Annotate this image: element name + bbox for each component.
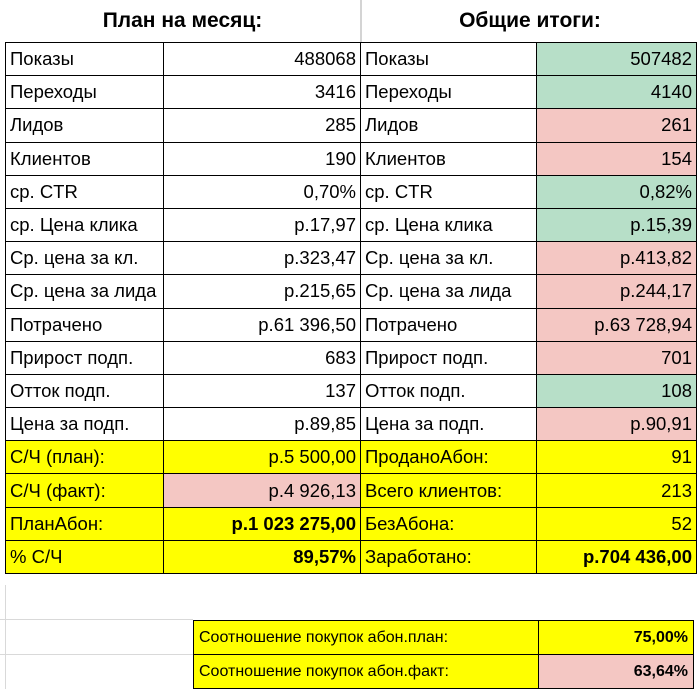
table-row [6, 76, 697, 109]
total-value-cell[interactable]: 507482 [537, 43, 697, 76]
summary-plan-label-cell[interactable]: % С/Ч [6, 540, 164, 573]
table-row [6, 142, 697, 175]
ratio-label-cell[interactable]: Соотношение покупок абон.план: [194, 621, 539, 655]
summary-plan-value-cell[interactable]: 89,57% [164, 540, 361, 573]
table-row [6, 242, 697, 275]
plan-value-cell[interactable]: 190 [164, 142, 361, 175]
total-label-cell[interactable]: ср. CTR [361, 175, 537, 208]
table-row [6, 175, 697, 208]
total-value-cell[interactable]: 261 [537, 109, 697, 142]
total-value-cell[interactable]: 0,82% [537, 175, 697, 208]
total-value-cell[interactable]: р.63 728,94 [537, 308, 697, 341]
ratio-value-cell[interactable]: 75,00% [539, 621, 694, 655]
total-value-cell[interactable]: р.15,39 [537, 208, 697, 241]
summary-total-value-cell[interactable]: 91 [537, 441, 697, 474]
summary-total-label-cell[interactable]: ПроданоАбон: [361, 441, 537, 474]
table-row [6, 408, 697, 441]
table-row [6, 43, 697, 76]
plan-value-cell[interactable]: р.215,65 [164, 275, 361, 308]
plan-value-cell[interactable]: 3416 [164, 76, 361, 109]
total-value-cell[interactable]: р.413,82 [537, 242, 697, 275]
plan-label-cell[interactable]: Показы [6, 43, 164, 76]
summary-row [6, 441, 697, 474]
plan-label-cell[interactable]: Ср. цена за кл. [6, 242, 164, 275]
plan-label-cell[interactable]: Отток подп. [6, 374, 164, 407]
plan-value-cell[interactable]: 488068 [164, 43, 361, 76]
total-value-cell[interactable]: 4140 [537, 76, 697, 109]
plan-label-cell[interactable]: Переходы [6, 76, 164, 109]
plan-value-cell[interactable]: 285 [164, 109, 361, 142]
summary-row [6, 474, 697, 507]
table-row [6, 308, 697, 341]
summary-total-value-cell[interactable]: 213 [537, 474, 697, 507]
table-row [6, 374, 697, 407]
plan-label-cell[interactable]: Прирост подп. [6, 341, 164, 374]
plan-value-cell[interactable]: р.61 396,50 [164, 308, 361, 341]
plan-label-cell[interactable]: ср. Цена клика [6, 208, 164, 241]
ratio-table [193, 620, 694, 689]
summary-plan-label-cell[interactable]: С/Ч (факт): [6, 474, 164, 507]
total-label-cell[interactable]: Прирост подп. [361, 341, 537, 374]
plan-label-cell[interactable]: ср. CTR [6, 175, 164, 208]
metrics-table [5, 42, 697, 574]
total-label-cell[interactable]: Отток подп. [361, 374, 537, 407]
ratio-row [194, 655, 694, 689]
plan-label-cell[interactable]: Потрачено [6, 308, 164, 341]
ratio-row [194, 621, 694, 655]
total-label-cell[interactable]: Цена за подп. [361, 408, 537, 441]
summary-plan-value-cell[interactable]: р.4 926,13 [164, 474, 361, 507]
total-label-cell[interactable]: Клиентов [361, 142, 537, 175]
total-label-cell[interactable]: ср. Цена клика [361, 208, 537, 241]
total-label-cell[interactable]: Переходы [361, 76, 537, 109]
total-label-cell[interactable]: Показы [361, 43, 537, 76]
plan-value-cell[interactable]: р.323,47 [164, 242, 361, 275]
total-value-cell[interactable]: р.90,91 [537, 408, 697, 441]
summary-row [6, 507, 697, 540]
plan-header[interactable]: План на месяц: [102, 9, 263, 32]
plan-value-cell[interactable]: 683 [164, 341, 361, 374]
totals-header[interactable]: Общие итоги: [459, 9, 601, 32]
plan-label-cell[interactable]: Лидов [6, 109, 164, 142]
summary-plan-value-cell[interactable]: р.1 023 275,00 [164, 507, 361, 540]
total-value-cell[interactable]: 701 [537, 341, 697, 374]
table-row [6, 275, 697, 308]
total-label-cell[interactable]: Ср. цена за кл. [361, 242, 537, 275]
total-label-cell[interactable]: Потрачено [361, 308, 537, 341]
summary-total-value-cell[interactable]: р.704 436,00 [537, 540, 697, 573]
summary-plan-label-cell[interactable]: С/Ч (план): [6, 441, 164, 474]
plan-label-cell[interactable]: Клиентов [6, 142, 164, 175]
plan-label-cell[interactable]: Цена за подп. [6, 408, 164, 441]
plan-label-cell[interactable]: Ср. цена за лида [6, 275, 164, 308]
plan-value-cell[interactable]: 137 [164, 374, 361, 407]
summary-plan-value-cell[interactable]: р.5 500,00 [164, 441, 361, 474]
plan-value-cell[interactable]: р.17,97 [164, 208, 361, 241]
table-row [6, 109, 697, 142]
summary-row [6, 540, 697, 573]
summary-total-label-cell[interactable]: БезАбона: [361, 507, 537, 540]
total-value-cell[interactable]: р.244,17 [537, 275, 697, 308]
summary-total-label-cell[interactable]: Всего клиентов: [361, 474, 537, 507]
table-row [6, 208, 697, 241]
total-label-cell[interactable]: Ср. цена за лида [361, 275, 537, 308]
plan-value-cell[interactable]: р.89,85 [164, 408, 361, 441]
total-value-cell[interactable]: 108 [537, 374, 697, 407]
summary-total-value-cell[interactable]: 52 [537, 507, 697, 540]
total-label-cell[interactable]: Лидов [361, 109, 537, 142]
total-value-cell[interactable]: 154 [537, 142, 697, 175]
plan-value-cell[interactable]: 0,70% [164, 175, 361, 208]
table-row [6, 341, 697, 374]
ratio-value-cell[interactable]: 63,64% [539, 655, 694, 689]
summary-total-label-cell[interactable]: Заработано: [361, 540, 537, 573]
ratio-label-cell[interactable]: Соотношение покупок абон.факт: [194, 655, 539, 689]
summary-plan-label-cell[interactable]: ПланАбон: [6, 507, 164, 540]
